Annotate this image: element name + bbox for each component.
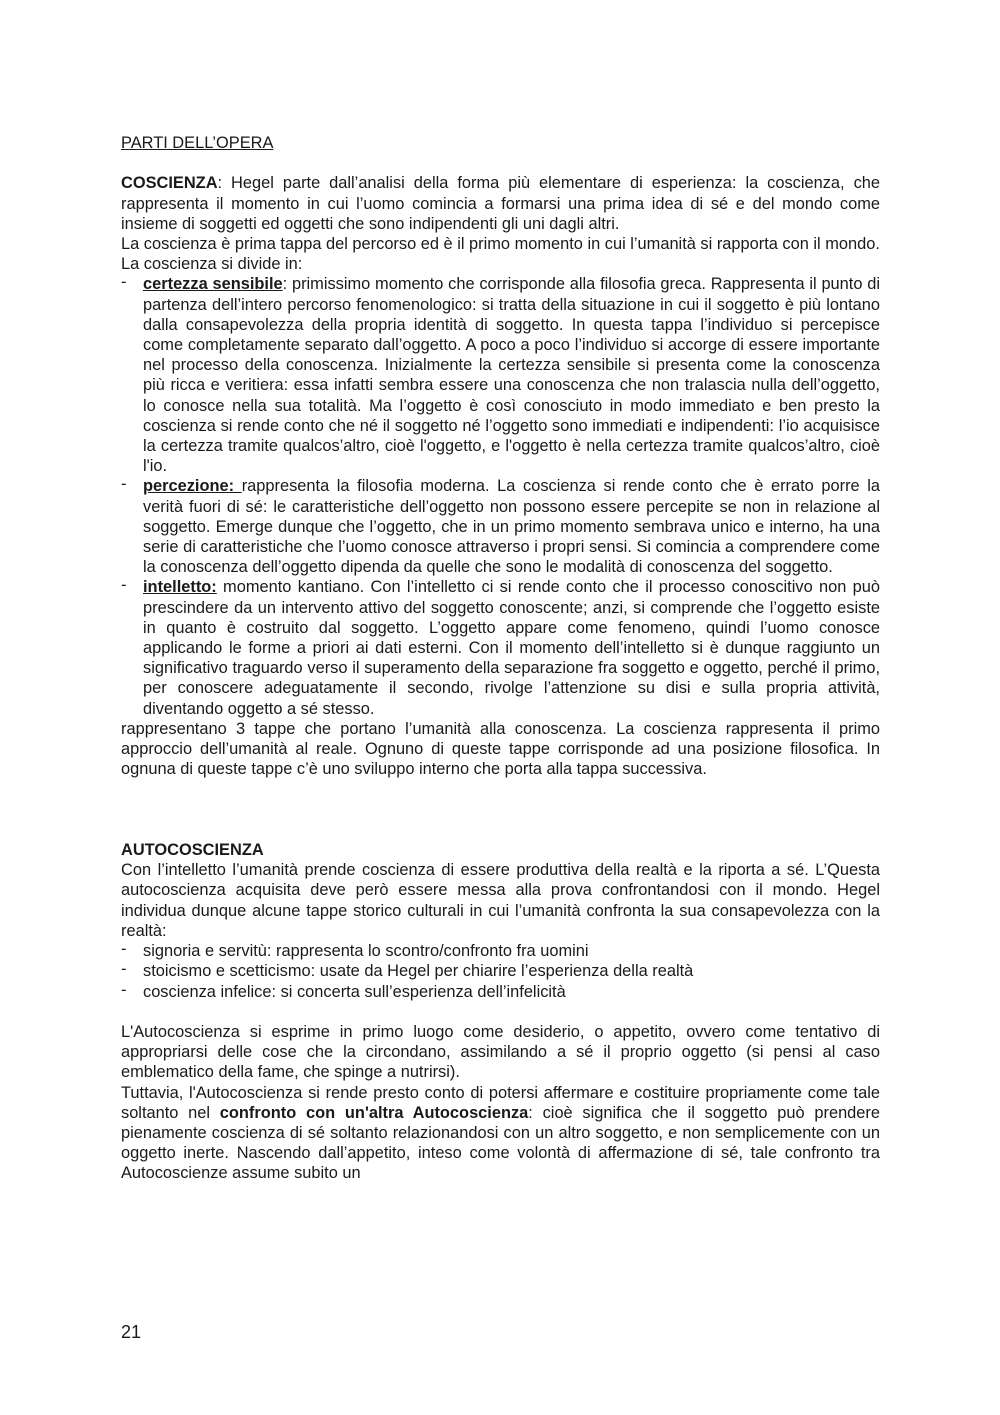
paragraph-text: Tuttavia, l'Autocoscienza si rende presto conto di potersi affermare e costituire propriamente come tale soltanto nel [121, 1083, 880, 1122]
autocoscienza-stages-list [121, 941, 880, 1002]
document-page [121, 133, 880, 1184]
stage-term: intelletto: [143, 578, 217, 597]
coscienza-intro [121, 173, 880, 234]
list-item-text: coscienza infelice: si concerta sull’esperienza dell’infelicità [143, 982, 566, 1001]
spacer [121, 153, 880, 173]
spacer [121, 1002, 880, 1022]
list-item-text: signoria e servitù: rappresenta lo scontro/confronto fra uomini [143, 942, 589, 961]
spacer [121, 779, 880, 840]
list-item-text: stoicismo e scetticismo: usate da Hegel per chiarire l’esperienza della realtà [143, 962, 694, 981]
dash-bullet: - [121, 960, 127, 979]
dash-bullet: - [121, 273, 127, 292]
bold-phrase: confronto con un'altra Autocoscienza [219, 1103, 529, 1122]
page-number: 21 [121, 1322, 142, 1342]
section-title-text: PARTI DELL’OPERA [121, 134, 274, 152]
autocoscienza-intro: Con l’intelletto l’umanità prende coscienza di essere produttiva della realtà e la riporta a sé. L’Questa autocoscienza acquisita deve però essere messa alla prova confrontandosi con il mondo. Hegel individua dunque alcune tappe storico culturali in cui l’umanità confronta la sua consapevolezza con la realtà: [121, 861, 880, 940]
dash-bullet: - [121, 576, 127, 595]
stage-term: percezione: [143, 477, 242, 496]
coscienza-paragraph-2: La coscienza è prima tappa del percorso ed è il primo momento in cui l’umanità si rapporta con il mondo. [121, 235, 880, 253]
coscienza-closing: rappresentano 3 tappe che portano l’umanità alla conoscenza. La coscienza rappresenta il primo approccio dell’umanità al reale. Ognuno di queste tappe corrisponde ad una posizione filosofica. In ognuna di queste tappe c’è uno sviluppo interno che porta alla tappa successiva. [121, 719, 880, 779]
dash-bullet: - [121, 475, 127, 494]
list-item [121, 941, 880, 961]
dash-bullet: - [121, 980, 127, 999]
list-item [121, 274, 880, 476]
section-title [121, 133, 880, 153]
stage-text: : primissimo momento che corrisponde alla filosofia greca. Rappresenta il punto di partenza dell’intero percorso fenomenologico: si tratta della situazione in cui il soggetto è più lontano dalla consapevolezza della propria identità di soggetto. In questa tappa l’individuo si percepisce come completamente separato dall’oggetto. A poco a poco l’individuo si accorge di essere importante nel processo della conoscenza. Inizialmente la certezza sensibile si presenta come la conoscenza più ricca e veritiera: essa infatti sembra essere una conoscenza che non tralascia nulla dell’oggetto, lo conosce nella sua totalità. Ma l’oggetto è così conosciuto in modo immediato e ben presto la coscienza si rende conto che né il soggetto né l’oggetto sono immediati e indipendenti: l’io acquisisce la certezza tramite qualcos’altro, cioè l'oggetto, e l'oggetto è nella certezza tramite qualcos’altro, cioè l'io. [143, 275, 880, 476]
autocoscienza-heading: AUTOCOSCIENZA [121, 841, 264, 860]
list-item [121, 476, 880, 577]
list-item [121, 577, 880, 718]
stage-text: rappresenta la filosofia moderna. La coscienza si rende conto che è errato porre la verità fuori di sé: le caratteristiche dell’oggetto non possono essere percepite se non in relazione al soggetto. Emerge dunque che l’oggetto, che in un primo momento sembrava unico e interno, ha una serie di caratteristiche che l’uomo conosce attraverso i propri sensi. Si comincia a comprendere come la conoscenza dell’oggetto dipenda da quelle che sono le modalità di conoscenza del soggetto. [143, 477, 881, 577]
stage-text: momento kantiano. Con l’intelletto ci si rende conto che il processo conoscitivo non può prescindere da un intervento attivo del soggetto conoscente; anzi, si comprende che l’oggetto esiste in quanto è costruito dal soggetto. L’oggetto appare come fenomeno, quindi l’uomo conosce applicando le forme a priori ai dati esterni. Con il momento dell’intelletto si è dunque raggiunto un significativo traguardo verso il superamento della separazione fra soggetto e oggetto, perché il primo, per conoscere adeguatamente il secondo, rivolge l’attenzione su disi e sulla propria attività, diventando oggetto a sé stesso. [143, 578, 880, 718]
coscienza-stages-list [121, 274, 880, 718]
list-item [121, 961, 880, 981]
dash-bullet: - [121, 940, 127, 959]
stage-term: certezza sensibile [143, 275, 283, 294]
paragraph-text: : cioè significa che il soggetto può prendere pienamente coscienza di sé soltanto relazionandosi con un altro soggetto, e non semplicemente con un oggetto inerte. Nascendo dall’appetito, inteso come volontà di affermazione di sé, tale confronto tra Autocoscienze assume subito un [121, 1103, 880, 1183]
coscienza-paragraph-3: La coscienza si divide in: [121, 255, 303, 274]
autocoscienza-heading-line [121, 840, 880, 860]
coscienza-heading: COSCIENZA [121, 174, 218, 193]
autocoscienza-paragraph-3 [121, 1083, 880, 1184]
autocoscienza-paragraph-2: L'Autocoscienza si esprime in primo luogo come desiderio, o appetito, ovvero come tentativo di appropriarsi delle cose che la circondano, assimilando a sé il proprio oggetto (si pensi al caso emblematico della fame, che spinge a nutrirsi). [121, 1022, 880, 1082]
coscienza-intro-text: : Hegel parte dall’analisi della forma più elementare di esperienza: la coscienza, che rappresenta il momento in cui l’uomo comincia a formarsi una prima idea di sé e del mondo come insieme di soggetti ed oggetti che sono indipendenti gli uni dagli altri. [121, 174, 880, 233]
list-item [121, 982, 880, 1002]
